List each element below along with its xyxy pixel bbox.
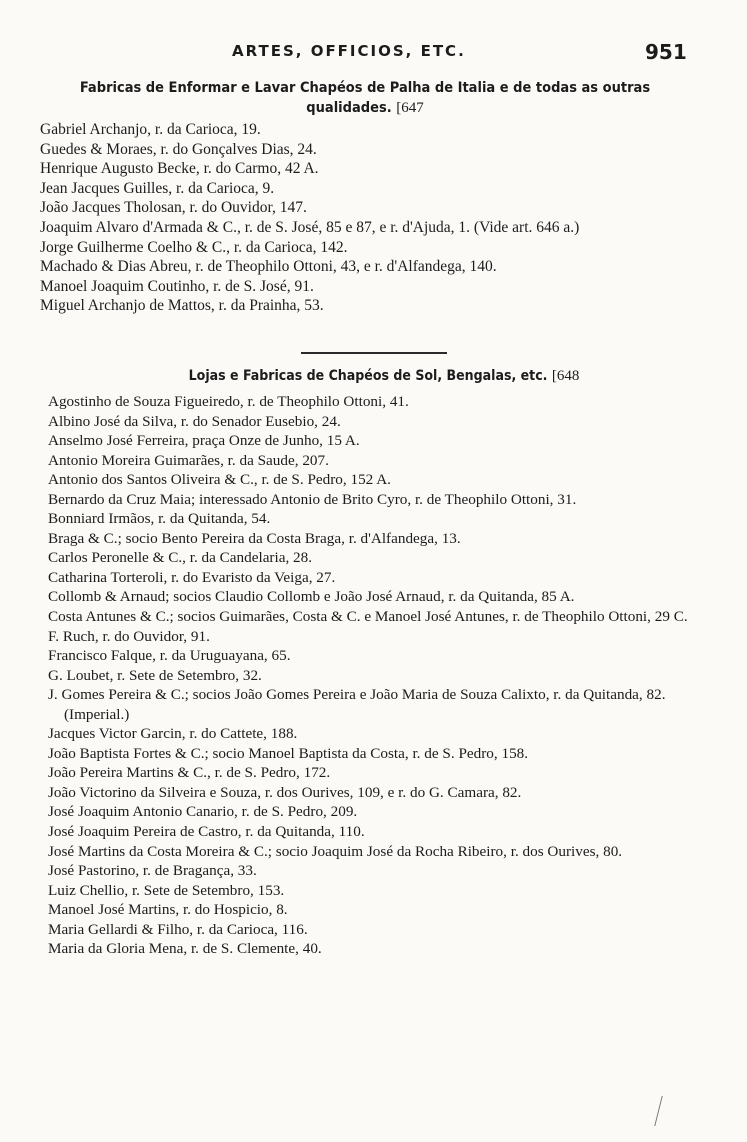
list-item: Joaquim Alvaro d'Armada & C., r. de S. José, 85 e 87, e r. d'Ajuda, 1. (Vide art. 646 a.): [40, 218, 580, 236]
section-heading-umbrellas: [134, 366, 634, 386]
list-item: João Victorino da Silveira e Souza, r. dos Ourives, 109, e r. do G. Camara, 82.: [48, 783, 522, 801]
list-item: Anselmo José Ferreira, praça Onze de Junho, 15 A.: [48, 432, 360, 450]
list-item: Catharina Torteroli, r. do Evaristo da Veiga, 27.: [48, 568, 336, 586]
page-number: 951: [645, 40, 687, 64]
list-item: Francisco Falque, r. da Uruguayana, 65.: [48, 647, 291, 665]
list-item: Machado & Dias Abreu, r. de Theophilo Ottoni, 43, e r. d'Alfandega, 140.: [40, 258, 497, 276]
list-item: Gabriel Archanjo, r. da Carioca, 19.: [40, 121, 261, 138]
list-item: Jorge Guilherme Coelho & C., r. da Carioca, 142.: [40, 238, 348, 256]
scan-mark: [654, 1096, 671, 1126]
list-item: Costa Antunes & C.; socios Guimarães, Costa & C. e Manoel José Antunes, r. de Theophilo Ottoni, 29 C.: [48, 608, 688, 626]
entry-list-straw-hats: [40, 120, 690, 316]
list-item: João Baptista Fortes & C.; socio Manoel Baptista da Costa, r. de S. Pedro, 158.: [48, 744, 529, 762]
list-item: Jacques Victor Garcin, r. do Cattete, 188.: [48, 725, 298, 743]
section-title: Fabricas de Enformar e Lavar Chapéos de Palha de Italia e de todas as outras qualidades.: [79, 80, 651, 116]
list-item: José Martins da Costa Moreira & C.; socio Joaquim José da Rocha Ribeiro, r. dos Ourives, 80.: [48, 842, 623, 860]
list-item: Bonniard Irmãos, r. da Quitanda, 54.: [48, 510, 271, 528]
list-item: Luiz Chellio, r. Sete de Setembro, 153.: [48, 881, 285, 899]
list-item: Antonio dos Santos Oliveira & C., r. de S. Pedro, 152 A.: [48, 471, 391, 489]
list-item: Maria Gellardi & Filho, r. da Carioca, 116.: [48, 920, 308, 938]
section-ref: [648: [551, 368, 580, 384]
running-title: ARTES, OFFICIOS, ETC.: [232, 42, 466, 60]
running-head: [0, 42, 747, 66]
list-item: Bernardo da Cruz Maia; interessado Antonio de Brito Cyro, r. de Theophilo Ottoni, 31.: [48, 490, 577, 508]
list-item: Collomb & Arnaud; socios Claudio Collomb e João José Arnaud, r. da Quitanda, 85 A.: [48, 588, 575, 606]
list-item: Carlos Peronelle & C., r. da Candelaria, 28.: [48, 549, 313, 567]
list-item: Henrique Augusto Becke, r. do Carmo, 42 A.: [40, 160, 319, 178]
list-item: Jean Jacques Guilles, r. da Carioca, 9.: [40, 179, 275, 197]
list-item: Miguel Archanjo de Mattos, r. da Prainha, 53.: [40, 297, 324, 315]
list-item: Guedes & Moraes, r. do Gonçalves Dias, 24.: [40, 140, 317, 158]
section-ref: [647: [396, 100, 424, 116]
list-item: G. Loubet, r. Sete de Setembro, 32.: [48, 666, 262, 684]
list-item: J. Gomes Pereira & C.; socios João Gomes Pereira e João Maria de Souza Calixto, r. da Quitanda, 82. (Imperial.): [48, 686, 666, 723]
list-item: Agostinho de Souza Figueiredo, r. de Theophilo Ottoni, 41.: [48, 393, 409, 410]
list-item: F. Ruch, r. do Ouvidor, 91.: [48, 627, 210, 645]
list-item: José Joaquim Pereira de Castro, r. da Quitanda, 110.: [48, 823, 365, 841]
list-item: Manoel Joaquim Coutinho, r. de S. José, 91.: [40, 277, 314, 295]
section-heading-straw-hats: [40, 78, 690, 118]
entry-list-umbrellas: [48, 392, 688, 959]
section-divider: [301, 352, 447, 354]
list-item: João Jacques Tholosan, r. do Ouvidor, 147.: [40, 199, 307, 217]
list-item: Antonio Moreira Guimarães, r. da Saude, 207.: [48, 451, 329, 469]
list-item: João Pereira Martins & C., r. de S. Pedro, 172.: [48, 764, 331, 782]
list-item: José Pastorino, r. de Bragança, 33.: [48, 862, 257, 880]
list-item: Maria da Gloria Mena, r. de S. Clemente, 40.: [48, 940, 322, 958]
section-title: Lojas e Fabricas de Chapéos de Sol, Bengalas, etc.: [188, 368, 548, 384]
list-item: Manoel José Martins, r. do Hospicio, 8.: [48, 901, 288, 919]
list-item: José Joaquim Antonio Canario, r. de S. Pedro, 209.: [48, 803, 358, 821]
list-item: Braga & C.; socio Bento Pereira da Costa Braga, r. d'Alfandega, 13.: [48, 529, 461, 547]
list-item: Albino José da Silva, r. do Senador Eusebio, 24.: [48, 412, 341, 430]
